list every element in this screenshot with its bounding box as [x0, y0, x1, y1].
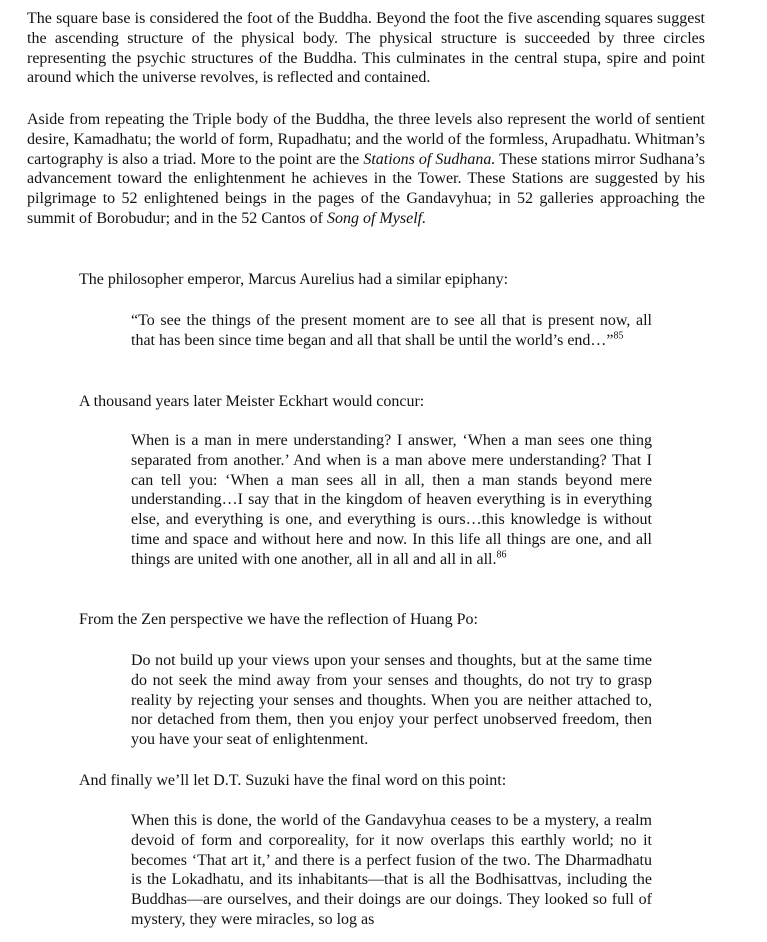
block-quote-marcus-aurelius	[131, 311, 652, 351]
italic-title-song: Song of Myself.	[326, 209, 427, 227]
paragraph-text: Aside from repeating the Triple body of the Buddha, the three levels also represent the world of sentient desire, Kamadhatu; the world of form, Rupadhatu; and the world of the formless, Arupadhatu. Whitman’s cartography is also a triad. More to the point are the	[27, 111, 705, 168]
paragraph-text: These stations mirror Sudhana’s advancement toward the enlightenment he achieves in the Tower. These Stations are suggested by his pilgrimage to 52 enlightened beings in the pages of the Gandavyhua; in 52 galleries approaching the summit of Borobudur; and in the 52 Cantos of	[27, 150, 706, 227]
paragraph-buddha-foot: The square base is considered the foot of the Buddha. Beyond the foot the five ascending squares suggest the ascending structure of the physical body. The physical structure is succeeded by three circles representing the psychic structures of the Buddha. This culminates in the central stupa, spire and point around which the universe revolves, is reflected and contained.	[27, 10, 705, 87]
paragraph-triple-body	[27, 110, 705, 229]
footnote-marker: 85	[613, 330, 624, 342]
quote-text: When is a man in mere understanding? I answer, ‘When a man sees one thing separated from another.’ And when is a man above mere understanding? That I can tell you: ‘When a man sees all in all, then a man stands beyond mere understanding…I say that in the kingdom of heaven everything is in everything else, and everything is one, and everything is ours…this knowledge is without time and space and without here and now. In this life all things are one, and all things are united with one another, all in all and all in all.	[131, 432, 652, 568]
lead-in-suzuki: And finally we’ll let D.T. Suzuki have the final word on this point:	[79, 772, 507, 789]
lead-in-meister-eckhart: A thousand years later Meister Eckhart would concur:	[79, 393, 425, 410]
block-quote-huang-po: Do not build up your views upon your senses and thoughts, but at the same time do not seek the mind away from your senses and thoughts, do not try to grasp reality by rejecting your senses and thoughts. When you are neither attached to, nor detached from them, then you enjoy your perfect unobserved freedom, then you have your seat of enlightenment.	[131, 652, 652, 749]
lead-in-huang-po: From the Zen perspective we have the reflection of Huang Po:	[79, 611, 478, 628]
block-quote-suzuki: When this is done, the world of the Gandavyhua ceases to be a mystery, a realm devoid of form and corporeality, for it now overlaps this earthly world; no it becomes ‘That art it,’ and there is a perfect fusion of the two. The Dharmadhatu is the Lokadhatu, and its inhabitants—that is all the Bodhisattvas, including the Buddhas—are ourselves, and their doings are our doings. They looked so full of mystery, they were miracles, so log as	[131, 812, 652, 928]
block-quote-meister-eckhart	[131, 431, 652, 570]
footnote-marker: 86	[496, 549, 507, 561]
italic-title-stations: Stations of Sudhana.	[363, 150, 496, 168]
quote-text: “To see the things of the present moment are to see all that is present now, all that has been since time began and all that shall be until the world’s end…”	[131, 312, 652, 349]
lead-in-marcus-aurelius: The philosopher emperor, Marcus Aurelius had a similar epiphany:	[79, 271, 509, 288]
